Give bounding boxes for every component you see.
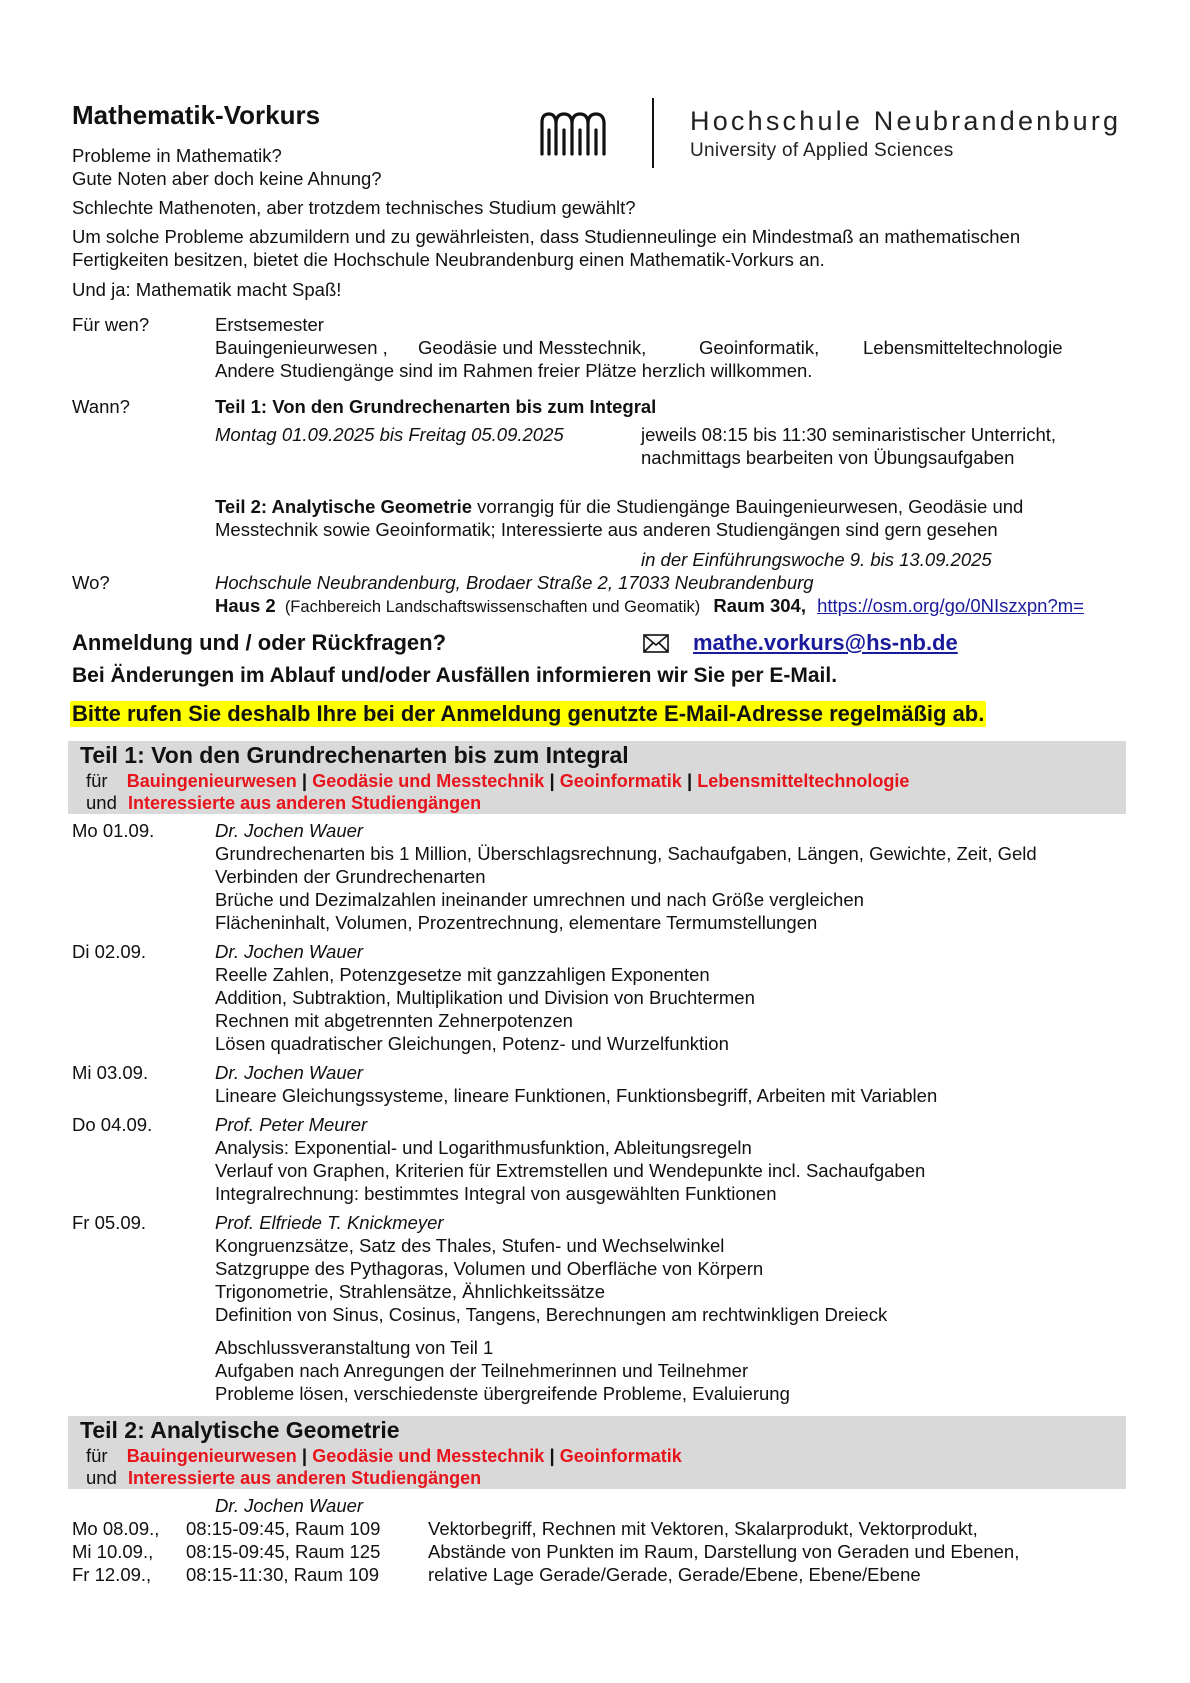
day-date: Di 02.09.: [72, 941, 147, 962]
highlight-notice: Bitte rufen Sie deshalb Ihre bei der Anmeldung genutzte E-Mail-Adresse regelmäßig ab.: [72, 701, 985, 726]
closing-line: Aufgaben nach Anregungen der Teilnehmerinnen und Teilnehmer: [215, 1360, 749, 1381]
envelope-icon: [643, 634, 669, 653]
day-topic: Verlauf von Graphen, Kriterien für Extremstellen und Wendepunkte incl. Sachaufgaben: [215, 1160, 926, 1181]
teil2-und-line: [86, 1467, 481, 1489]
fuer-line3: Andere Studiengänge sind im Rahmen freier Plätze herzlich willkommen.: [215, 360, 813, 381]
wo-label: Wo?: [72, 572, 110, 593]
day-teacher: Dr. Jochen Wauer: [215, 941, 364, 962]
day-teacher: Dr. Jochen Wauer: [215, 820, 364, 841]
wann-teil2-when: in der Einführungswoche 9. bis 13.09.2025: [641, 549, 992, 570]
closing-line: Probleme lösen, verschiedenste übergreifende Probleme, Evaluierung: [215, 1383, 790, 1404]
intro-line: Gute Noten aber doch keine Ahnung?: [72, 168, 382, 189]
day-date: Mi 03.09.: [72, 1062, 149, 1083]
logo-divider: [652, 98, 654, 168]
teil1-und-line: [86, 792, 481, 814]
wann-teil1-time: jeweils 08:15 bis 11:30 seminaristischer Unterricht,: [641, 424, 1057, 445]
wann-teil2-line1: [215, 496, 1023, 518]
wann-teil2-line2: Messtechnik sowie Geoinformatik; Interessierte aus anderen Studiengängen sind gern gesehen: [215, 519, 998, 540]
intro-line: Schlechte Mathenoten, aber trotzdem technisches Studium gewählt?: [72, 197, 636, 218]
fuer-program: Lebensmitteltechnologie: [863, 337, 1063, 358]
day-topic: Definition von Sinus, Cosinus, Tangens, Berechnungen am rechtwinkligen Dreieck: [215, 1304, 888, 1325]
day-date: Fr 05.09.: [72, 1212, 147, 1233]
wann-teil1-dates: Montag 01.09.2025 bis Freitag 05.09.2025: [215, 424, 564, 445]
day-topic: Lineare Gleichungssysteme, lineare Funktionen, Funktionsbegriff, Arbeiten mit Variablen: [215, 1085, 938, 1106]
day-date: Mo 01.09.: [72, 820, 155, 841]
day-date: Do 04.09.: [72, 1114, 153, 1135]
day-topic: Trigonometrie, Strahlensätze, Ähnlichkeitssätze: [215, 1281, 606, 1302]
session-topic: relative Lage Gerade/Gerade, Gerade/Ebene, Ebene/Ebene: [428, 1564, 921, 1585]
teil1-fuer: für: [86, 770, 108, 791]
wann-teil2-rest: vorrangig für die Studiengänge Bauingenieurwesen, Geodäsie und: [472, 496, 1024, 517]
teil1-program: Geoinformatik: [559, 771, 682, 791]
day-topic: Analysis: Exponential- und Logarithmusfunktion, Ableitungsregeln: [215, 1137, 752, 1158]
logo-subtitle: University of Applied Sciences: [690, 140, 954, 161]
teil1-others: Interessierte aus anderen Studiengängen: [128, 793, 482, 813]
teil2-title: Teil 2: Analytische Geometrie: [80, 1417, 400, 1443]
teil2-program: Geodäsie und Messtechnik: [312, 1446, 545, 1466]
teil2-others: Interessierte aus anderen Studiengängen: [128, 1468, 482, 1488]
teil2-fuer-line: für Bauingenieurwesen | Geodäsie und Messtechnik | Geoinformatik: [86, 1445, 682, 1466]
teil1-fuer-line: für Bauingenieurwesen | Geodäsie und Messtechnik | Geoinformatik | Lebensmitteltechnologie: [86, 770, 910, 791]
session-time: 08:15-11:30, Raum 109: [186, 1564, 380, 1585]
day-topic: Kongruenzsätze, Satz des Thales, Stufen- und Wechselwinkel: [215, 1235, 725, 1256]
session-topic: Vektorbegriff, Rechnen mit Vektoren, Skalarprodukt, Vektorprodukt,: [428, 1518, 978, 1539]
wo-room-line: [215, 595, 1084, 617]
email-link[interactable]: mathe.vorkurs@hs-nb.de: [693, 630, 958, 655]
teil2-und: und: [86, 1467, 117, 1488]
day-topic: Rechnen mit abgetrennten Zehnerpotenzen: [215, 1010, 573, 1031]
wo-haus: Haus 2: [215, 595, 276, 616]
wann-label: Wann?: [72, 396, 130, 417]
teil2-teacher: Dr. Jochen Wauer: [215, 1495, 364, 1516]
intro-line: Fertigkeiten besitzen, bietet die Hochschule Neubrandenburg einen Mathematik-Vorkurs an.: [72, 249, 825, 270]
teil1-und: und: [86, 792, 117, 813]
day-topic: Grundrechenarten bis 1 Million, Überschlagsrechnung, Sachaufgaben, Längen, Gewichte, Zeit, Geld: [215, 843, 1037, 864]
day-topic: Addition, Subtraktion, Multiplikation und Division von Bruchtermen: [215, 987, 755, 1008]
day-topic: Lösen quadratischer Gleichungen, Potenz- und Wurzelfunktion: [215, 1033, 729, 1054]
day-topic: Brüche und Dezimalzahlen ineinander umrechnen und nach Größe vergleichen: [215, 889, 864, 910]
teil1-title: Teil 1: Von den Grundrechenarten bis zum Integral: [80, 742, 629, 768]
wann-teil2-title: Teil 2: Analytische Geometrie: [215, 496, 473, 517]
session-date: Mo 08.09.,: [72, 1518, 160, 1539]
fuer-line1: Erstsemester: [215, 314, 324, 335]
session-time: 08:15-09:45, Raum 109: [186, 1518, 381, 1539]
day-teacher: Prof. Peter Meurer: [215, 1114, 368, 1135]
session-date: Mi 10.09.,: [72, 1541, 154, 1562]
day-topic: Verbinden der Grundrechenarten: [215, 866, 486, 887]
closing-line: Abschlussveranstaltung von Teil 1: [215, 1337, 494, 1358]
day-topic: Flächeninhalt, Volumen, Prozentrechnung, elementare Termumstellungen: [215, 912, 818, 933]
page-title: Mathematik-Vorkurs: [72, 100, 321, 130]
day-topic: Satzgruppe des Pythagoras, Volumen und Oberfläche von Körpern: [215, 1258, 764, 1279]
wo-fachbereich: (Fachbereich Landschaftswissenschaften und Geomatik): [284, 598, 701, 616]
teil1-program: Bauingenieurwesen: [126, 771, 297, 791]
fuer-label: Für wen?: [72, 314, 150, 335]
wo-raum: Raum 304,: [713, 595, 806, 616]
fuer-program: Bauingenieurwesen ,: [215, 337, 388, 358]
teil2-fuer: für: [86, 1445, 108, 1466]
contact-label: Anmeldung und / oder Rückfragen?: [72, 630, 447, 655]
intro-line: Um solche Probleme abzumildern und zu gewährleisten, dass Studienneulinge ein Mindestmaß an mathematischen: [72, 226, 1021, 247]
wann-teil1-time: nachmittags bearbeiten von Übungsaufgaben: [641, 447, 1015, 468]
day-topic: Reelle Zahlen, Potenzgesetze mit ganzzahligen Exponenten: [215, 964, 710, 985]
wo-address: Hochschule Neubrandenburg, Brodaer Straße 2, 17033 Neubrandenburg: [215, 572, 814, 593]
wann-teil1-title: Teil 1: Von den Grundrechenarten bis zum Integral: [215, 396, 657, 417]
intro-line: Und ja: Mathematik macht Spaß!: [72, 279, 342, 300]
logo-name: Hochschule Neubrandenburg: [690, 106, 1122, 136]
teil1-program: Lebensmitteltechnologie: [697, 771, 910, 791]
fuer-program: Geoinformatik,: [699, 337, 820, 358]
teil2-program: Bauingenieurwesen: [126, 1446, 297, 1466]
session-time: 08:15-09:45, Raum 125: [186, 1541, 381, 1562]
osm-link[interactable]: https://osm.org/go/0NIszxpn?m=: [817, 595, 1084, 616]
day-teacher: Dr. Jochen Wauer: [215, 1062, 364, 1083]
session-topic: Abstände von Punkten im Raum, Darstellung von Geraden und Ebenen,: [428, 1541, 1020, 1562]
teil1-program: Geodäsie und Messtechnik: [312, 771, 545, 791]
fuer-program: Geodäsie und Messtechnik,: [418, 337, 647, 358]
session-date: Fr 12.09.,: [72, 1564, 152, 1585]
day-teacher: Prof. Elfriede T. Knickmeyer: [215, 1212, 444, 1233]
teil2-program: Geoinformatik: [559, 1446, 682, 1466]
hs-nb-logo-icon: [538, 108, 618, 158]
contact-notice: Bei Änderungen im Ablauf und/oder Ausfällen informieren wir Sie per E-Mail.: [72, 664, 838, 687]
day-topic: Integralrechnung: bestimmtes Integral von ausgewählten Funktionen: [215, 1183, 777, 1204]
intro-line: Probleme in Mathematik?: [72, 145, 282, 166]
